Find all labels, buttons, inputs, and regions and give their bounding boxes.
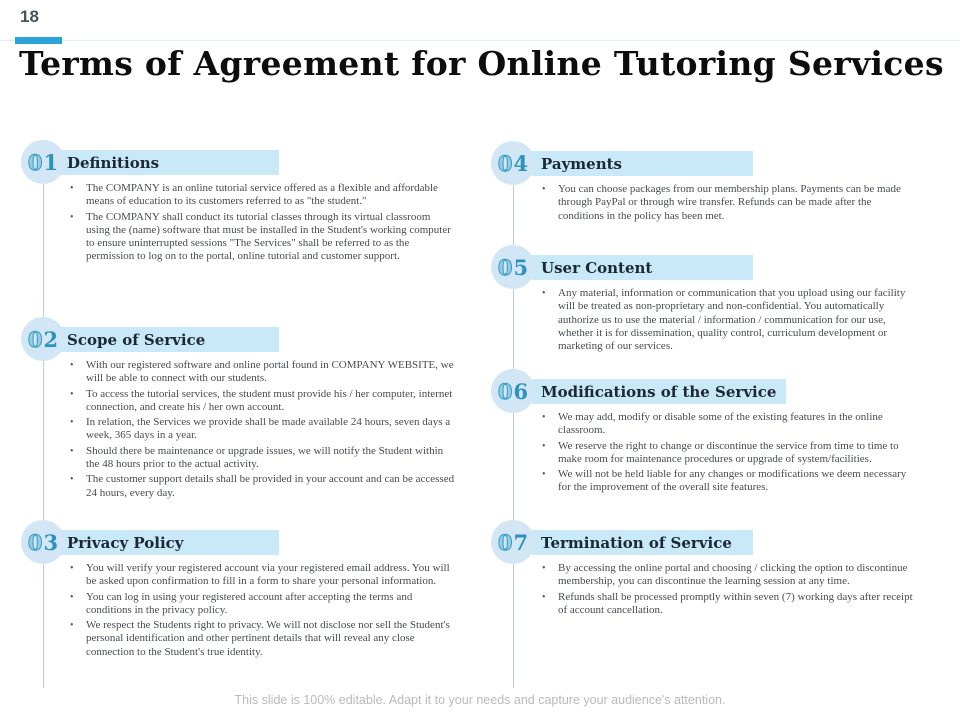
section-title: Termination of Service [541, 533, 732, 552]
section-title-bar [58, 530, 279, 555]
top-divider-line [0, 40, 960, 41]
badge-digit: 7 [513, 529, 529, 555]
badge-digit: 2 [43, 326, 59, 352]
slide-title: Terms of Agreement for Online Tutoring Services [19, 44, 944, 83]
section-number-badge [491, 520, 535, 564]
section-title: Payments [541, 154, 623, 173]
badge-zero: 0 [27, 529, 43, 555]
slide-number: 18 [20, 7, 39, 26]
bullet-item: • We may add, modify or disable some of the existing features in the online classroom. [540, 411, 914, 438]
section-title-bar [58, 150, 279, 175]
badge-digit: 4 [513, 150, 529, 176]
right-column-connector-line [513, 165, 514, 688]
badge-digit: 1 [43, 149, 59, 175]
badge-zero: 0 [497, 529, 513, 555]
badge-digit: 5 [513, 254, 529, 280]
badge-zero: 0 [497, 150, 513, 176]
section-title: Definitions [67, 153, 160, 172]
bullet-item: • The COMPANY shall conduct its tutorial classes through its virtual classroom using the (name) software that must be installed in the Student's working computer to ensure uninterrupted sessions "The Services" shall be referred to as the permission to log on to the portal, online tutorial and customer support. [68, 211, 456, 264]
section-number-badge [21, 520, 65, 564]
section-title: Scope of Service [67, 330, 206, 349]
section-title-bar [532, 530, 753, 555]
bullet-item: • We respect the Students right to privacy. We will not disclose nor sell the Student's personal identification and other pertinent details that will reveal any close connection to the Student's true identity. [68, 619, 456, 659]
section-title-bar [532, 379, 786, 404]
bullet-item: • We reserve the right to change or discontinue the service from time to time to make room for maintenance procedures or upgrade of system/facilities. [540, 440, 914, 467]
badge-digit: 6 [513, 378, 529, 404]
badge-zero: 0 [497, 254, 513, 280]
bullet-item: • To access the tutorial services, the student must provide his / her computer, internet connection, and create his / her own account. [68, 388, 456, 415]
bullet-item: • We will not be held liable for any changes or modifications we deem necessary for the improvement of the overall site features. [540, 468, 914, 495]
section-title-bar [58, 327, 279, 352]
left-column-connector-line [43, 165, 44, 688]
badge-digit: 3 [43, 529, 59, 555]
bullet-item: • With our registered software and online portal found in COMPANY WEBSITE, we will be able to connect with our students. [68, 359, 456, 386]
badge-zero: 0 [27, 326, 43, 352]
section-number-badge [491, 141, 535, 185]
bullet-item: • You will verify your registered account via your registered email address. You will be asked upon confirmation to fill in a form to share your personal information. [68, 562, 456, 589]
bullet-item: • Refunds shall be processed promptly within seven (7) working days after receipt of account cancellation. [540, 591, 914, 618]
bullet-item: • Any material, information or communication that you upload using our facility will be treated as non-proprietary and non-confidential. You automatically authorize us to use the material / information / communication for our use, whether it is for dissemination, quality control, curriculum development or marketing of our services. [540, 287, 914, 353]
section-number-badge [21, 317, 65, 361]
bullet-list [68, 359, 456, 502]
bullet-list [68, 182, 456, 266]
bullet-list [540, 411, 914, 497]
section-title: Privacy Policy [67, 533, 184, 552]
footer-note: This slide is 100% editable. Adapt it to your needs and capture your audience's attention. [234, 693, 726, 707]
section-number-badge [491, 369, 535, 413]
bullet-item: • By accessing the online portal and choosing / clicking the option to discontinue membership, you can discontinue the learning session at any time. [540, 562, 914, 589]
bullet-item: • You can choose packages from our membership plans. Payments can be made through PayPal or through wire transfer. Refunds can be made after the conditions in the policy has been met. [540, 183, 914, 223]
badge-zero: 0 [27, 149, 43, 175]
bullet-list [68, 562, 456, 661]
section-number-badge [491, 245, 535, 289]
badge-zero: 0 [497, 378, 513, 404]
bullet-item: • In relation, the Services we provide shall be made available 24 hours, seven days a week, 365 days in a year. [68, 416, 456, 443]
bullet-item: • The customer support details shall be provided in your account and can be accessed 24 hours, every day. [68, 473, 456, 500]
bullet-item: • Should there be maintenance or upgrade issues, we will notify the Student within the 48 hours prior to the actual activity. [68, 445, 456, 472]
bullet-list [540, 183, 914, 225]
bullet-item: • You can log in using your registered account after accepting the terms and conditions in the privacy policy. [68, 591, 456, 618]
section-title-bar [532, 255, 753, 280]
bullet-list [540, 287, 914, 355]
section-title: Modifications of the Service [541, 382, 777, 401]
section-title-bar [532, 151, 753, 176]
accent-bar [15, 37, 62, 44]
section-number-badge [21, 140, 65, 184]
section-title: User Content [541, 258, 653, 277]
bullet-list [540, 562, 914, 619]
bullet-item: • The COMPANY is an online tutorial service offered as a flexible and affordable means of education to its customers referred to as "the student." [68, 182, 456, 209]
